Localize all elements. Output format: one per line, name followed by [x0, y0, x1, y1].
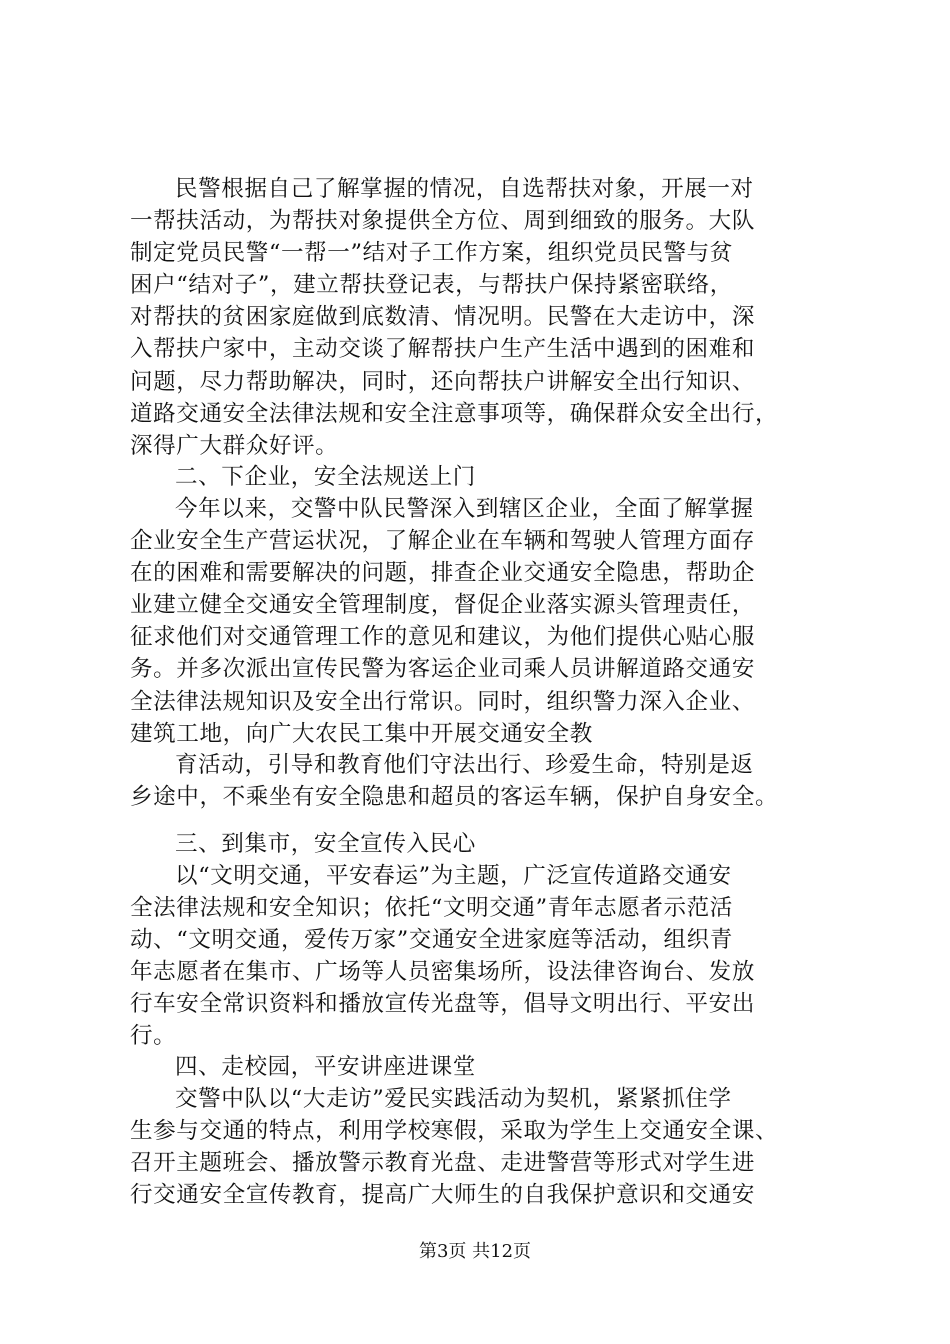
paragraph-line: 问题，尽力帮助解决，同时，还向帮扶户讲解安全出行知识、 — [130, 368, 755, 395]
paragraph-line: 征求他们对交通管理工作的意见和建议，为他们提供心贴心服 — [130, 624, 755, 651]
paragraph-line: 困户“结对子”，建立帮扶登记表，与帮扶户保持紧密联络， — [130, 272, 733, 299]
paragraph-line: 乡途中，不乘坐有安全隐患和超员的客运车辆，保护自身安全。 — [130, 783, 779, 810]
paragraph-line: 年志愿者在集市、广场等人员密集场所，设法律咨询台、发放 — [130, 959, 755, 986]
paragraph-line: 交警中队以“大走访”爱民实践活动为契机，紧紧抓住学 — [175, 1085, 732, 1112]
section-heading: 四、走校园，平安讲座进课堂 — [175, 1053, 476, 1080]
paragraph-line: 行车安全常识资料和播放宣传光盘等，倡导文明出行、平安出 — [130, 991, 755, 1018]
section-heading: 三、到集市，安全宣传入民心 — [175, 830, 476, 857]
paragraph-line: 今年以来，交警中队民警深入到辖区企业，全面了解掌握 — [175, 496, 754, 522]
page-number-footer: 第3页 共12页 — [418, 1241, 532, 1262]
paragraph-line: 入帮扶户家中，主动交谈了解帮扶户生产生活中遇到的困难和 — [130, 336, 755, 363]
paragraph-line: 生参与交通的特点，利用学校寒假，采取为学生上交通安全课、 — [130, 1117, 779, 1144]
section-heading: 二、下企业，安全法规送上门 — [175, 463, 476, 490]
paragraph-line: 企业安全生产营运状况，了解企业在车辆和驾驶人管理方面存 — [130, 528, 755, 555]
paragraph-line: 深得广大群众好评。 — [130, 432, 339, 459]
paragraph-line: 全法律法规和安全知识；依托“文明交通”青年志愿者示范活 — [130, 894, 733, 921]
paragraph-line: 制定党员民警“一帮一”结对子工作方案，组织党员民警与贫 — [130, 240, 733, 267]
paragraph-line: 全法律法规知识及安全出行常识。同时，组织警力深入企业、 — [130, 688, 755, 715]
paragraph-line: 育活动，引导和教育他们守法出行、珍爱生命，特别是返 — [175, 751, 754, 778]
paragraph-line: 对帮扶的贫困家庭做到底数清、情况明。民警在大走访中，深 — [130, 304, 755, 331]
paragraph-line: 召开主题班会、播放警示教育光盘、走进警营等形式对学生进 — [130, 1149, 755, 1176]
paragraph-line: 民警根据自己了解掌握的情况，自选帮扶对象，开展一对 — [175, 176, 754, 202]
paragraph-line: 以“文明交通，平安春运”为主题，广泛宣传道路交通安 — [175, 862, 732, 889]
paragraph-line: 在的困难和需要解决的问题，排查企业交通安全隐患，帮助企 — [130, 560, 755, 587]
paragraph-line: 道路交通安全法律法规和安全注意事项等，确保群众安全出行， — [130, 400, 779, 427]
paragraph-line: 动、“文明交通，爱传万家”交通安全进家庭等活动，组织青 — [130, 927, 733, 954]
paragraph-line: 行交通安全宣传教育，提高广大师生的自我保护意识和交通安 — [130, 1182, 755, 1208]
paragraph-line: 业建立健全交通安全管理制度，督促企业落实源头管理责任， — [130, 592, 755, 619]
paragraph-line: 务。并多次派出宣传民警为客运企业司乘人员讲解道路交通安 — [130, 656, 755, 683]
paragraph-line: 行。 — [130, 1023, 177, 1050]
paragraph-line: 一帮扶活动，为帮扶对象提供全方位、周到细致的服务。大队 — [130, 208, 755, 235]
paragraph-line: 建筑工地，向广大农民工集中开展交通安全教 — [130, 720, 593, 747]
